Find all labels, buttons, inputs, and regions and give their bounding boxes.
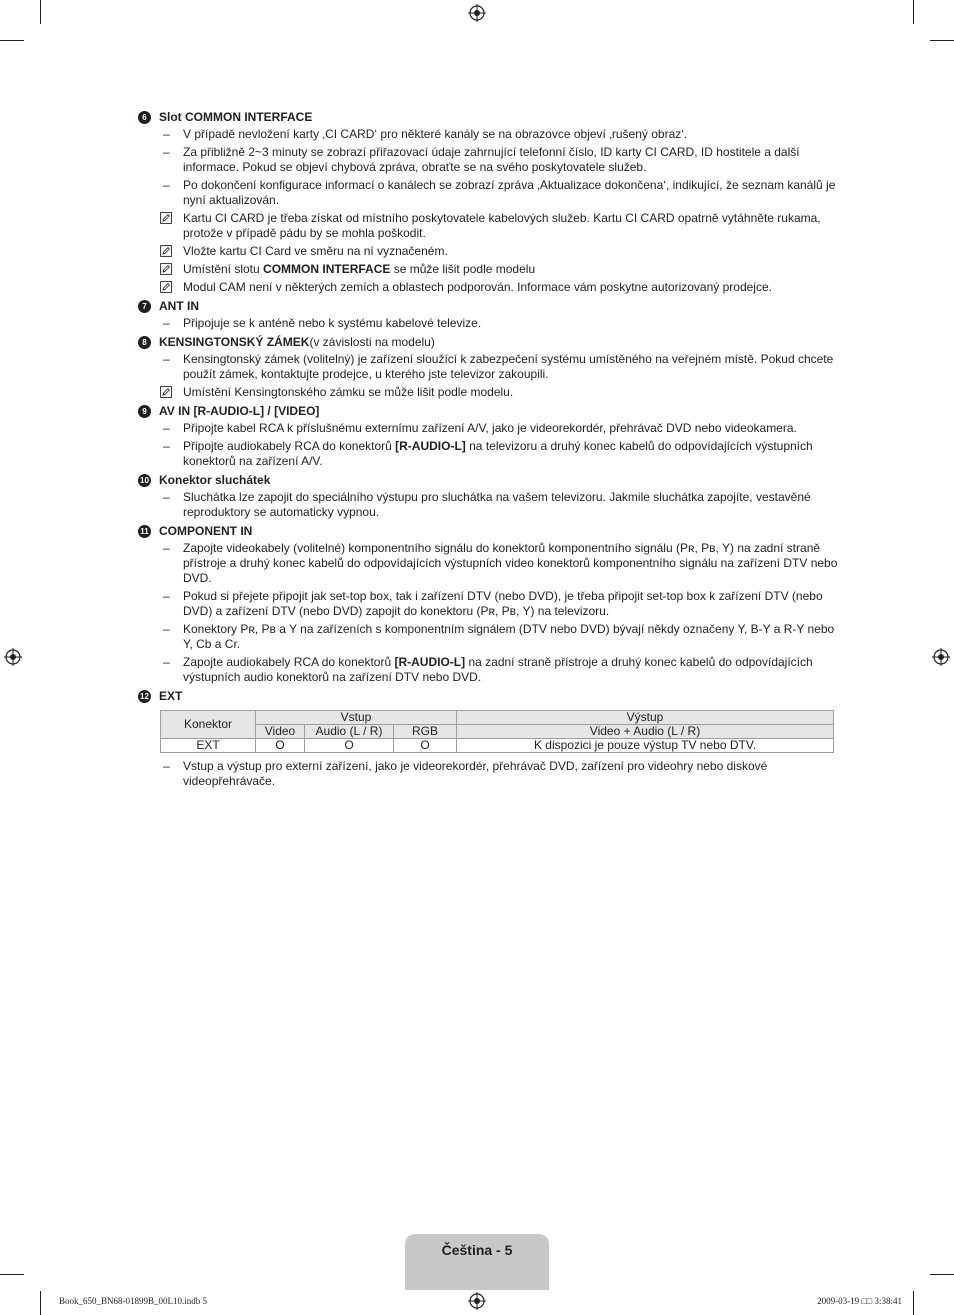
item-text: Pokud si přejete připojit jak set-top box, tak i zařízení DTV (nebo DVD), je třeba připojit set-top box k zařízení DTV (nebo DVD) a zařízení DTV (nebo DVD) zapojit do konektoru (Pʀ, Pʙ, Y) na televizoru. [183,589,823,618]
section-title: AV IN [R-AUDIO-L] / [VIDEO] [159,404,320,418]
registration-mark-icon [932,648,950,666]
row-output-cell: K dispozici je pouze výstup TV nebo DTV. [457,739,834,753]
dash-mark: – [163,352,170,366]
section-list [138,110,838,704]
sub-video-header: Video [256,725,305,739]
list-item [138,655,838,685]
section-title: Konektor sluchátek [159,473,271,487]
print-file-info: Book_650_BN68-01899B_00L10.indb 5 [59,1296,208,1306]
section-heading [138,404,838,419]
crop-mark [930,1274,954,1275]
section-heading [138,335,838,350]
section-title: Slot COMMON INTERFACE [159,110,313,124]
note-item [138,244,838,259]
section-subtitle: (v závislosti na modelu) [309,335,435,349]
ext-table-subheader-row [161,725,834,739]
crop-mark [913,1291,914,1315]
item-text: Konektory Pʀ, Pʙ a Y na zařízeních s komponentním signálem (DTV nebo DVD) bývají někdy označeny Y, B-Y a R-Y nebo Y, Cb a Cr. [183,622,835,651]
section-number-badge: 8 [138,336,151,349]
registration-mark-icon [468,1292,486,1310]
dash-mark: – [163,541,170,555]
registration-mark-icon [4,648,22,666]
list-item [138,316,838,331]
note-item [138,385,838,400]
item-text: Připojte audiokabely RCA do konektorů [R-AUDIO-L] na televizoru a druhý konec kabelů do odpovídajících výstupních konektorů na zařízení A/V. [183,439,813,468]
list-item [138,127,838,142]
crop-mark [0,1274,24,1275]
note-item [138,262,838,277]
table-row [161,739,834,753]
list-item [138,439,838,469]
item-text: Sluchátka lze zapojit do speciálního výstupu pro sluchátka na vašem televizoru. Jakmile sluchátka zapojíte, vestavěné reproduktory se automaticky vypnou. [183,490,811,519]
section-number-badge: 6 [138,111,151,124]
item-text: Umístění Kensingtonského zámku se může lišit podle modelu. [183,385,514,399]
crop-mark [913,0,914,24]
note-icon [160,212,172,224]
section-heading [138,299,838,314]
dash-mark: – [163,439,170,453]
section-number-badge: 12 [138,690,151,703]
dash-mark: – [163,759,170,773]
row-audio-cell: O [305,739,394,753]
item-text: Po dokončení konfigurace informací o kanálech se zobrazí zpráva ‚Aktualizace dokončena‘, indikující, že seznam kanálů je nyní aktualizován. [183,178,836,207]
dash-mark: – [163,655,170,669]
item-text: Za přibližně 2~3 minuty se zobrazí přiřazovací údaje zahrnující telefonní číslo, ID karty CI CARD, ID hostitele a další informace. Pokud se objeví chybová zpráva, obraťte se na svého poskytovatele služeb. [183,145,800,174]
item-text: Zapojte audiokabely RCA do konektorů [R-AUDIO-L] na zadní straně přístroje a druhý konec kabelů do odpovídajících výstupních audio konektorů na zařízení DTV nebo DVD. [183,655,813,684]
list-item [138,178,838,208]
dash-mark: – [163,316,170,330]
list-item [138,622,838,652]
list-item [138,490,838,520]
item-text: Připojuje se k anténě nebo k systému kabelové televize. [183,316,482,330]
konektor-header: Konektor [161,711,256,739]
sub-output-header: Video + Audio (L / R) [457,725,834,739]
registration-mark-icon [468,4,486,22]
dash-mark: – [163,490,170,504]
dash-mark: – [163,589,170,603]
note-icon [160,281,172,293]
print-timestamp: 2009-03-19 □□ 3:38:41 [817,1296,902,1306]
list-item [138,145,838,175]
note-icon [160,245,172,257]
ext-note-text: Vstup a výstup pro externí zařízení, jako je videorekordér, přehrávač DVD, zařízení pro videohry nebo diskové videopřehrávače. [183,759,768,788]
item-text: Kartu CI CARD je třeba získat od místního poskytovatele kabelových služeb. Kartu CI CARD opatrně vytáhněte rukama, protože v případě pádu by se mohla poškodit. [183,211,821,240]
vstup-header: Vstup [256,711,457,725]
ext-table-header-row [161,711,834,725]
item-text: Modul CAM není v některých zemích a oblastech podporován. Informace vám poskytne autorizovaný prodejce. [183,280,772,294]
manual-content [138,110,838,792]
vystup-header: Výstup [457,711,834,725]
section-title: ANT IN [159,299,199,313]
page-number-label: Čeština - 5 [441,1242,513,1258]
section-title: COMPONENT IN [159,524,253,538]
row-video-cell: O [256,739,305,753]
dash-mark: – [163,127,170,141]
section-heading [138,524,838,539]
note-icon [160,386,172,398]
list-item [138,352,838,382]
item-text: Připojte kabel RCA k příslušnému externímu zařízení A/V, jako je videorekordér, přehrávač DVD nebo videokamera. [183,421,797,435]
item-text: Zapojte videokabely (volitelné) komponentního signálu do konektorů komponentního signálu (Pʀ, Pʙ, Y) na zadní straně přístroje a druhý konec kabelů do odpovídajících výstupních video konektorů komponentního signálu na zařízení DTV nebo DVD. [183,541,838,585]
item-text: Kensingtonský zámek (volitelný) je zařízení sloužící k zabezpečení systému umístěného na veřejném místě. Pokud chcete použít zámek, kontaktujte prodejce, u kterého jste televizor zakoupili. [183,352,834,381]
section-heading [138,110,838,125]
section-number-badge: 10 [138,474,151,487]
dash-mark: – [163,145,170,159]
row-name-cell: EXT [161,739,256,753]
dash-mark: – [163,622,170,636]
crop-mark [0,40,24,41]
dash-mark: – [163,178,170,192]
item-text: Vložte kartu CI Card ve směru na ní vyznačeném. [183,244,448,258]
list-item [138,589,838,619]
note-item [138,211,838,241]
crop-mark [930,40,954,41]
list-item [138,421,838,436]
note-item [138,280,838,295]
crop-mark [40,1291,41,1315]
row-rgb-cell: O [394,739,457,753]
section-title: KENSINGTONSKÝ ZÁMEK [159,335,310,349]
section-heading [138,689,838,704]
sub-rgb-header: RGB [394,725,457,739]
ext-note [138,759,838,789]
section-number-badge: 7 [138,300,151,313]
section-heading [138,473,838,488]
item-text: Umístění slotu COMMON INTERFACE se může lišit podle modelu [183,262,536,276]
list-item [138,541,838,586]
sub-audio-header: Audio (L / R) [305,725,394,739]
dash-mark: – [163,421,170,435]
crop-mark [40,0,41,24]
note-icon [160,263,172,275]
section-number-badge: 11 [138,525,151,538]
ext-table [160,710,834,753]
section-title: EXT [159,689,183,703]
item-text: V případě nevložení karty ‚CI CARD‘ pro některé kanály se na obrazovce objeví ‚rušený obraz‘. [183,127,688,141]
section-number-badge: 9 [138,405,151,418]
